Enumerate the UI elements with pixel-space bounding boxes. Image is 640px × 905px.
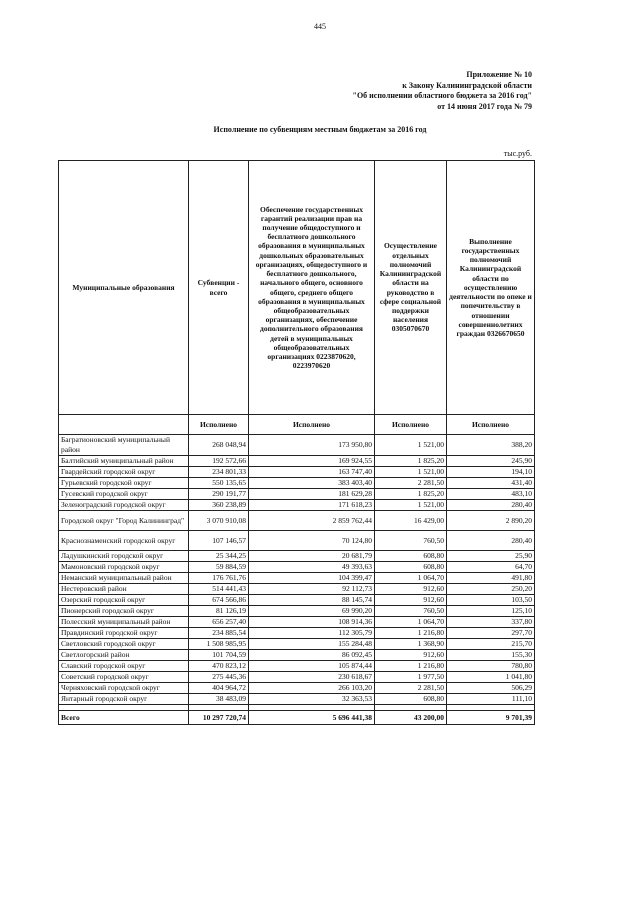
cell-municipality: Черняховский городской округ (59, 683, 189, 694)
cell-total: 101 704,59 (189, 650, 249, 661)
cell-total: 10 297 720,74 (189, 711, 249, 725)
cell-social-support: 1 216,80 (375, 628, 447, 639)
cell-education: 69 990,20 (249, 606, 375, 617)
cell-total: 234 885,54 (189, 628, 249, 639)
cell-total: 674 566,86 (189, 595, 249, 606)
cell-guardianship: 9 701,39 (447, 711, 535, 725)
subheader-cell: Исполнено (189, 415, 249, 435)
table-row (59, 584, 535, 595)
cell-guardianship: 431,40 (447, 478, 535, 489)
cell-social-support: 16 429,00 (375, 511, 447, 531)
table-header-row (59, 161, 535, 415)
header-social-support: Осуществление отдельных полномочий Калининградской области на руководство в сфере социальной поддержки населения 0305070670 (375, 161, 447, 415)
table-row (59, 683, 535, 694)
table-row (59, 531, 535, 551)
cell-education: 163 747,40 (249, 467, 375, 478)
cell-education: 171 618,23 (249, 500, 375, 511)
cell-guardianship: 245,90 (447, 456, 535, 467)
cell-municipality: Озерский городской округ (59, 595, 189, 606)
cell-municipality: Полесский муниципальный район (59, 617, 189, 628)
cell-social-support: 1 064,70 (375, 573, 447, 584)
cell-municipality: Городской округ "Город Калининград" (59, 511, 189, 531)
cell-guardianship: 250,20 (447, 584, 535, 595)
cell-municipality: Мамоновский городской округ (59, 562, 189, 573)
table-row (59, 606, 535, 617)
cell-total: 3 070 910,08 (189, 511, 249, 531)
cell-education: 104 399,47 (249, 573, 375, 584)
cell-municipality: Светлогорский район (59, 650, 189, 661)
cell-education: 20 681,79 (249, 551, 375, 562)
table-row (59, 467, 535, 478)
appendix-line-3: "Об исполнении областного бюджета за 2016 год" (352, 91, 532, 100)
cell-social-support: 43 200,00 (375, 711, 447, 725)
cell-education: 112 305,79 (249, 628, 375, 639)
cell-municipality: Светловский городской округ (59, 639, 189, 650)
cell-guardianship: 297,70 (447, 628, 535, 639)
cell-education: 108 914,36 (249, 617, 375, 628)
table-row (59, 573, 535, 584)
cell-municipality: Ладушкинский городской округ (59, 551, 189, 562)
cell-education: 266 103,20 (249, 683, 375, 694)
cell-municipality: Янтарный городской округ (59, 694, 189, 705)
cell-municipality: Правдинский городской округ (59, 628, 189, 639)
cell-guardianship: 1 041,80 (447, 672, 535, 683)
cell-total: 470 823,12 (189, 661, 249, 672)
cell-municipality: Краснознаменский городской округ (59, 531, 189, 551)
cell-guardianship: 483,10 (447, 489, 535, 500)
cell-municipality: Зеленоградский городской округ (59, 500, 189, 511)
cell-education: 155 284,48 (249, 639, 375, 650)
cell-municipality: Неманский муниципальный район (59, 573, 189, 584)
cell-social-support: 912,60 (375, 650, 447, 661)
cell-guardianship: 506,29 (447, 683, 535, 694)
cell-social-support: 1 977,50 (375, 672, 447, 683)
cell-guardianship: 280,40 (447, 500, 535, 511)
subheader-cell: Исполнено (447, 415, 535, 435)
table-row (59, 551, 535, 562)
table-row (59, 478, 535, 489)
cell-social-support: 760,50 (375, 531, 447, 551)
subsidy-table (58, 160, 535, 725)
appendix-line-4: от 14 июня 2017 года № 79 (437, 101, 532, 111)
table-row (59, 511, 535, 531)
cell-total: 360 238,89 (189, 500, 249, 511)
appendix-line-1: Приложение № 10 (466, 70, 532, 79)
cell-total: 268 048,94 (189, 435, 249, 456)
cell-total: 290 191,77 (189, 489, 249, 500)
table-row (59, 595, 535, 606)
cell-municipality: Советский городской округ (59, 672, 189, 683)
cell-total: 107 146,57 (189, 531, 249, 551)
cell-social-support: 1 825,20 (375, 489, 447, 500)
cell-total: 192 572,66 (189, 456, 249, 467)
cell-municipality: Балтийский муниципальный район (59, 456, 189, 467)
cell-education: 105 874,44 (249, 661, 375, 672)
header-education: Обеспечение государственных гарантий реализации прав на получение общедоступного и бесплатного дошкольного образования в муниципальных дошкольных образовательных организациях, общедоступного и бесплатного дошкольного, начального общего, основного общего, среднего общего образования в муниципальных общеобразовательных организациях, обеспечение дополнительного образования детей в муниципальных общеобразовательных организациях 0223870620, 0223970620 (249, 161, 375, 415)
cell-total: 656 257,40 (189, 617, 249, 628)
page-number: 445 (314, 22, 326, 31)
cell-guardianship: 194,10 (447, 467, 535, 478)
cell-social-support: 1 521,00 (375, 500, 447, 511)
cell-guardianship: 337,80 (447, 617, 535, 628)
table-row (59, 650, 535, 661)
cell-guardianship: 280,40 (447, 531, 535, 551)
header-guardianship: Выполнение государственных полномочий Калининградской области по осуществлению деятельности по опеке и попечительству в отношении совершеннолетних граждан 0326670650 (447, 161, 535, 415)
cell-total: 550 135,65 (189, 478, 249, 489)
cell-total: 275 445,36 (189, 672, 249, 683)
cell-total: 1 508 985,95 (189, 639, 249, 650)
table-row (59, 628, 535, 639)
cell-social-support: 1 216,80 (375, 661, 447, 672)
cell-municipality: Нестеровский район (59, 584, 189, 595)
cell-education: 383 403,40 (249, 478, 375, 489)
cell-education: 230 618,67 (249, 672, 375, 683)
table-row (59, 489, 535, 500)
cell-education: 86 092,45 (249, 650, 375, 661)
cell-social-support: 2 281,50 (375, 478, 447, 489)
cell-education: 32 363,53 (249, 694, 375, 705)
cell-social-support: 760,50 (375, 606, 447, 617)
cell-municipality: Гусевский городской округ (59, 489, 189, 500)
table-row (59, 672, 535, 683)
appendix-line-2: к Закону Калининградской области (402, 80, 532, 90)
total-row (59, 711, 535, 725)
table-row (59, 694, 535, 705)
cell-total: 234 801,33 (189, 467, 249, 478)
cell-guardianship: 25,90 (447, 551, 535, 562)
cell-social-support: 1 064,70 (375, 617, 447, 628)
table-row (59, 617, 535, 628)
cell-municipality: Гвардейский городской округ (59, 467, 189, 478)
cell-guardianship: 215,70 (447, 639, 535, 650)
cell-guardianship: 64,70 (447, 562, 535, 573)
cell-social-support: 1 825,20 (375, 456, 447, 467)
cell-guardianship: 155,30 (447, 650, 535, 661)
cell-social-support: 608,80 (375, 694, 447, 705)
cell-social-support: 2 281,50 (375, 683, 447, 694)
cell-social-support: 608,80 (375, 551, 447, 562)
cell-social-support: 912,60 (375, 595, 447, 606)
cell-education: 49 393,63 (249, 562, 375, 573)
cell-education: 173 950,80 (249, 435, 375, 456)
table-subheader-row (59, 415, 535, 435)
cell-guardianship: 125,10 (447, 606, 535, 617)
cell-social-support: 912,60 (375, 584, 447, 595)
subheader-cell: Исполнено (375, 415, 447, 435)
cell-education: 2 859 762,44 (249, 511, 375, 531)
cell-guardianship: 388,20 (447, 435, 535, 456)
table-row (59, 639, 535, 650)
cell-municipality: Всего (59, 711, 189, 725)
cell-guardianship: 491,80 (447, 573, 535, 584)
table-row (59, 661, 535, 672)
table-row (59, 456, 535, 467)
table-row (59, 500, 535, 511)
cell-education: 70 124,80 (249, 531, 375, 551)
cell-education: 92 112,73 (249, 584, 375, 595)
document-title: Исполнение по субвенциям местным бюджетам за 2016 год (213, 125, 427, 134)
header-municipality: Муниципальные образования (59, 161, 189, 415)
cell-social-support: 1 521,00 (375, 467, 447, 478)
cell-social-support: 1 368,90 (375, 639, 447, 650)
cell-guardianship: 103,50 (447, 595, 535, 606)
cell-education: 181 629,28 (249, 489, 375, 500)
subheader-cell (59, 415, 189, 435)
cell-total: 81 126,19 (189, 606, 249, 617)
cell-education: 169 924,55 (249, 456, 375, 467)
cell-social-support: 608,80 (375, 562, 447, 573)
unit-label: тыс.руб. (503, 149, 532, 158)
table-body (59, 435, 535, 725)
cell-social-support: 1 521,00 (375, 435, 447, 456)
header-total: Субвенции - всего (189, 161, 249, 415)
table-row (59, 562, 535, 573)
cell-education: 5 696 441,38 (249, 711, 375, 725)
table-row (59, 435, 535, 456)
cell-guardianship: 780,80 (447, 661, 535, 672)
appendix-header (353, 70, 533, 112)
cell-municipality: Пионерский городской округ (59, 606, 189, 617)
cell-education: 88 145,74 (249, 595, 375, 606)
subheader-cell: Исполнено (249, 415, 375, 435)
cell-total: 514 441,43 (189, 584, 249, 595)
cell-guardianship: 2 890,20 (447, 511, 535, 531)
cell-total: 38 483,09 (189, 694, 249, 705)
cell-total: 59 884,59 (189, 562, 249, 573)
cell-municipality: Багратионовский муниципальный район (59, 435, 189, 456)
cell-total: 176 761,76 (189, 573, 249, 584)
cell-total: 25 344,25 (189, 551, 249, 562)
cell-total: 404 964,72 (189, 683, 249, 694)
cell-municipality: Гурьевский городской округ (59, 478, 189, 489)
cell-guardianship: 111,10 (447, 694, 535, 705)
cell-municipality: Славский городской округ (59, 661, 189, 672)
